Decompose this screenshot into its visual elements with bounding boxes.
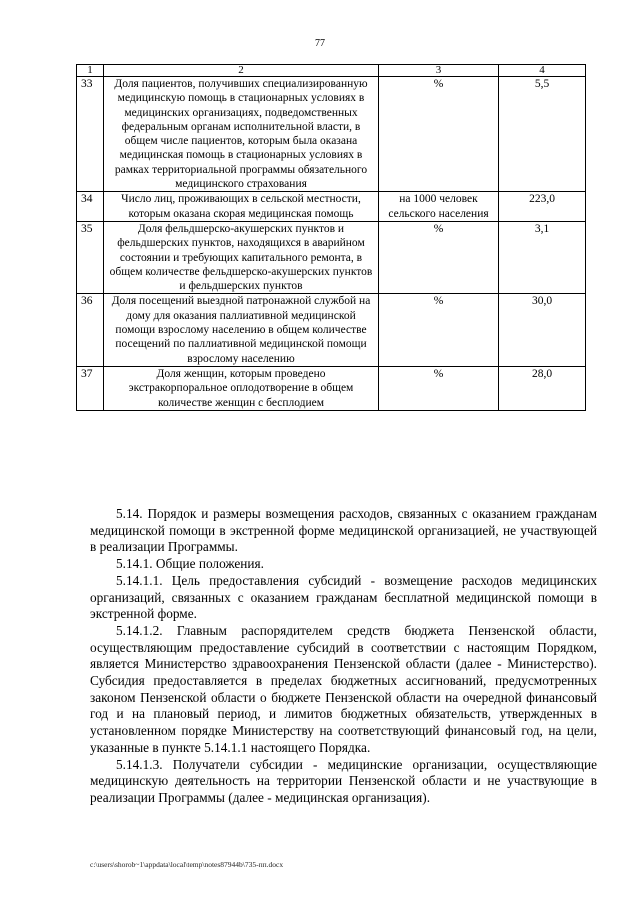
page-number: 77: [315, 38, 325, 49]
row-number: 35: [77, 221, 104, 293]
indicator-text: Доля фельдшерско-акушерских пунктов и фельдшерских пунктов, находящихся в аварийном состоянии и требующих капитального ремонта, в общем количестве фельдшерско-акушерских пунктов и фельдшерских пунктов: [104, 221, 379, 293]
table-row: [77, 192, 586, 222]
section-heading: 5.14. Порядок и размеры возмещения расходов, связанных с оказанием гражданам медицинской помощи в экстренной форме медицинской организацией, не участвующей в реализации Программы.: [90, 506, 597, 555]
value-cell: 28,0: [499, 366, 586, 410]
table-row: [77, 221, 586, 293]
header-cell: 4: [499, 65, 586, 77]
indicator-text: Доля посещений выездной патронажной службой на дому для оказания паллиативной медицинской помощи взрослому населению в общем количестве посещений по паллиативной медицинской помощи взрослому населению: [104, 294, 379, 366]
paragraph: 5.14.1.1. Цель предоставления субсидий - возмещение расходов медицинских организаций, связанных с оказанием гражданам бесплатной медицинской помощи в экстренной форме.: [90, 572, 597, 622]
value-cell: 30,0: [499, 294, 586, 366]
indicator-text: Доля пациентов, получивших специализированную медицинскую помощь в стационарных условиях в медицинских организациях, подведомственных федеральным органам исполнительной власти, в общем числе пациентов, которым была оказана медицинская помощь в стационарных условиях в рамках территориальной программы обязательного медицинского страхования: [104, 77, 379, 192]
file-path-footer: c:\users\shorob~1\appdata\local\temp\notes87944b\735-пп.docx: [90, 860, 284, 869]
header-cell: 3: [379, 65, 499, 77]
table-row: [77, 366, 586, 410]
unit-cell: на 1000 человек сельского населения: [379, 192, 499, 222]
table-header-row: [77, 65, 586, 77]
header-cell: 2: [104, 65, 379, 77]
indicators-table: [76, 64, 586, 411]
paragraph: 5.14.1.2. Главным распорядителем средств бюджета Пензенской области, осуществляющим предоставление субсидий в соответствии с настоящим Порядком, является Министерство здравоохранения Пензенской области (далее - Министерство). Субсидия предоставляется в пределах бюджетных ассигнований, предусмотренных законом Пензенской области о бюджете Пензенской области на очередной финансовый год и на плановый период, и лимитов бюджетных обязательств, утвержденных в установленном порядке Министерству на соответствующий финансовый год, на цели, указанные в пункте 5.14.1.1 настоящего Порядка.: [90, 622, 597, 755]
document-body: [90, 506, 597, 807]
value-cell: 223,0: [499, 192, 586, 222]
unit-cell: %: [379, 366, 499, 410]
row-number: 36: [77, 294, 104, 366]
value-cell: 3,1: [499, 221, 586, 293]
header-cell: 1: [77, 65, 104, 77]
unit-cell: %: [379, 294, 499, 366]
value-cell: 5,5: [499, 77, 586, 192]
paragraph: 5.14.1. Общие положения.: [116, 556, 264, 572]
table-row: [77, 294, 586, 366]
unit-cell: %: [379, 221, 499, 293]
table-row: [77, 77, 586, 192]
row-number: 33: [77, 77, 104, 192]
paragraph: 5.14.1.3. Получатели субсидии - медицинские организации, осуществляющие медицинскую деятельность на территории Пензенской области и не участвующие в реализации Программы (далее - медицинская организация).: [90, 756, 597, 805]
unit-cell: %: [379, 77, 499, 192]
row-number: 37: [77, 366, 104, 410]
indicator-text: Число лиц, проживающих в сельской местности, которым оказана скорая медицинская помощь: [104, 192, 379, 222]
indicator-text: Доля женщин, которым проведено экстракорпоральное оплодотворение в общем количестве женщин с бесплодием: [104, 366, 379, 410]
row-number: 34: [77, 192, 104, 222]
